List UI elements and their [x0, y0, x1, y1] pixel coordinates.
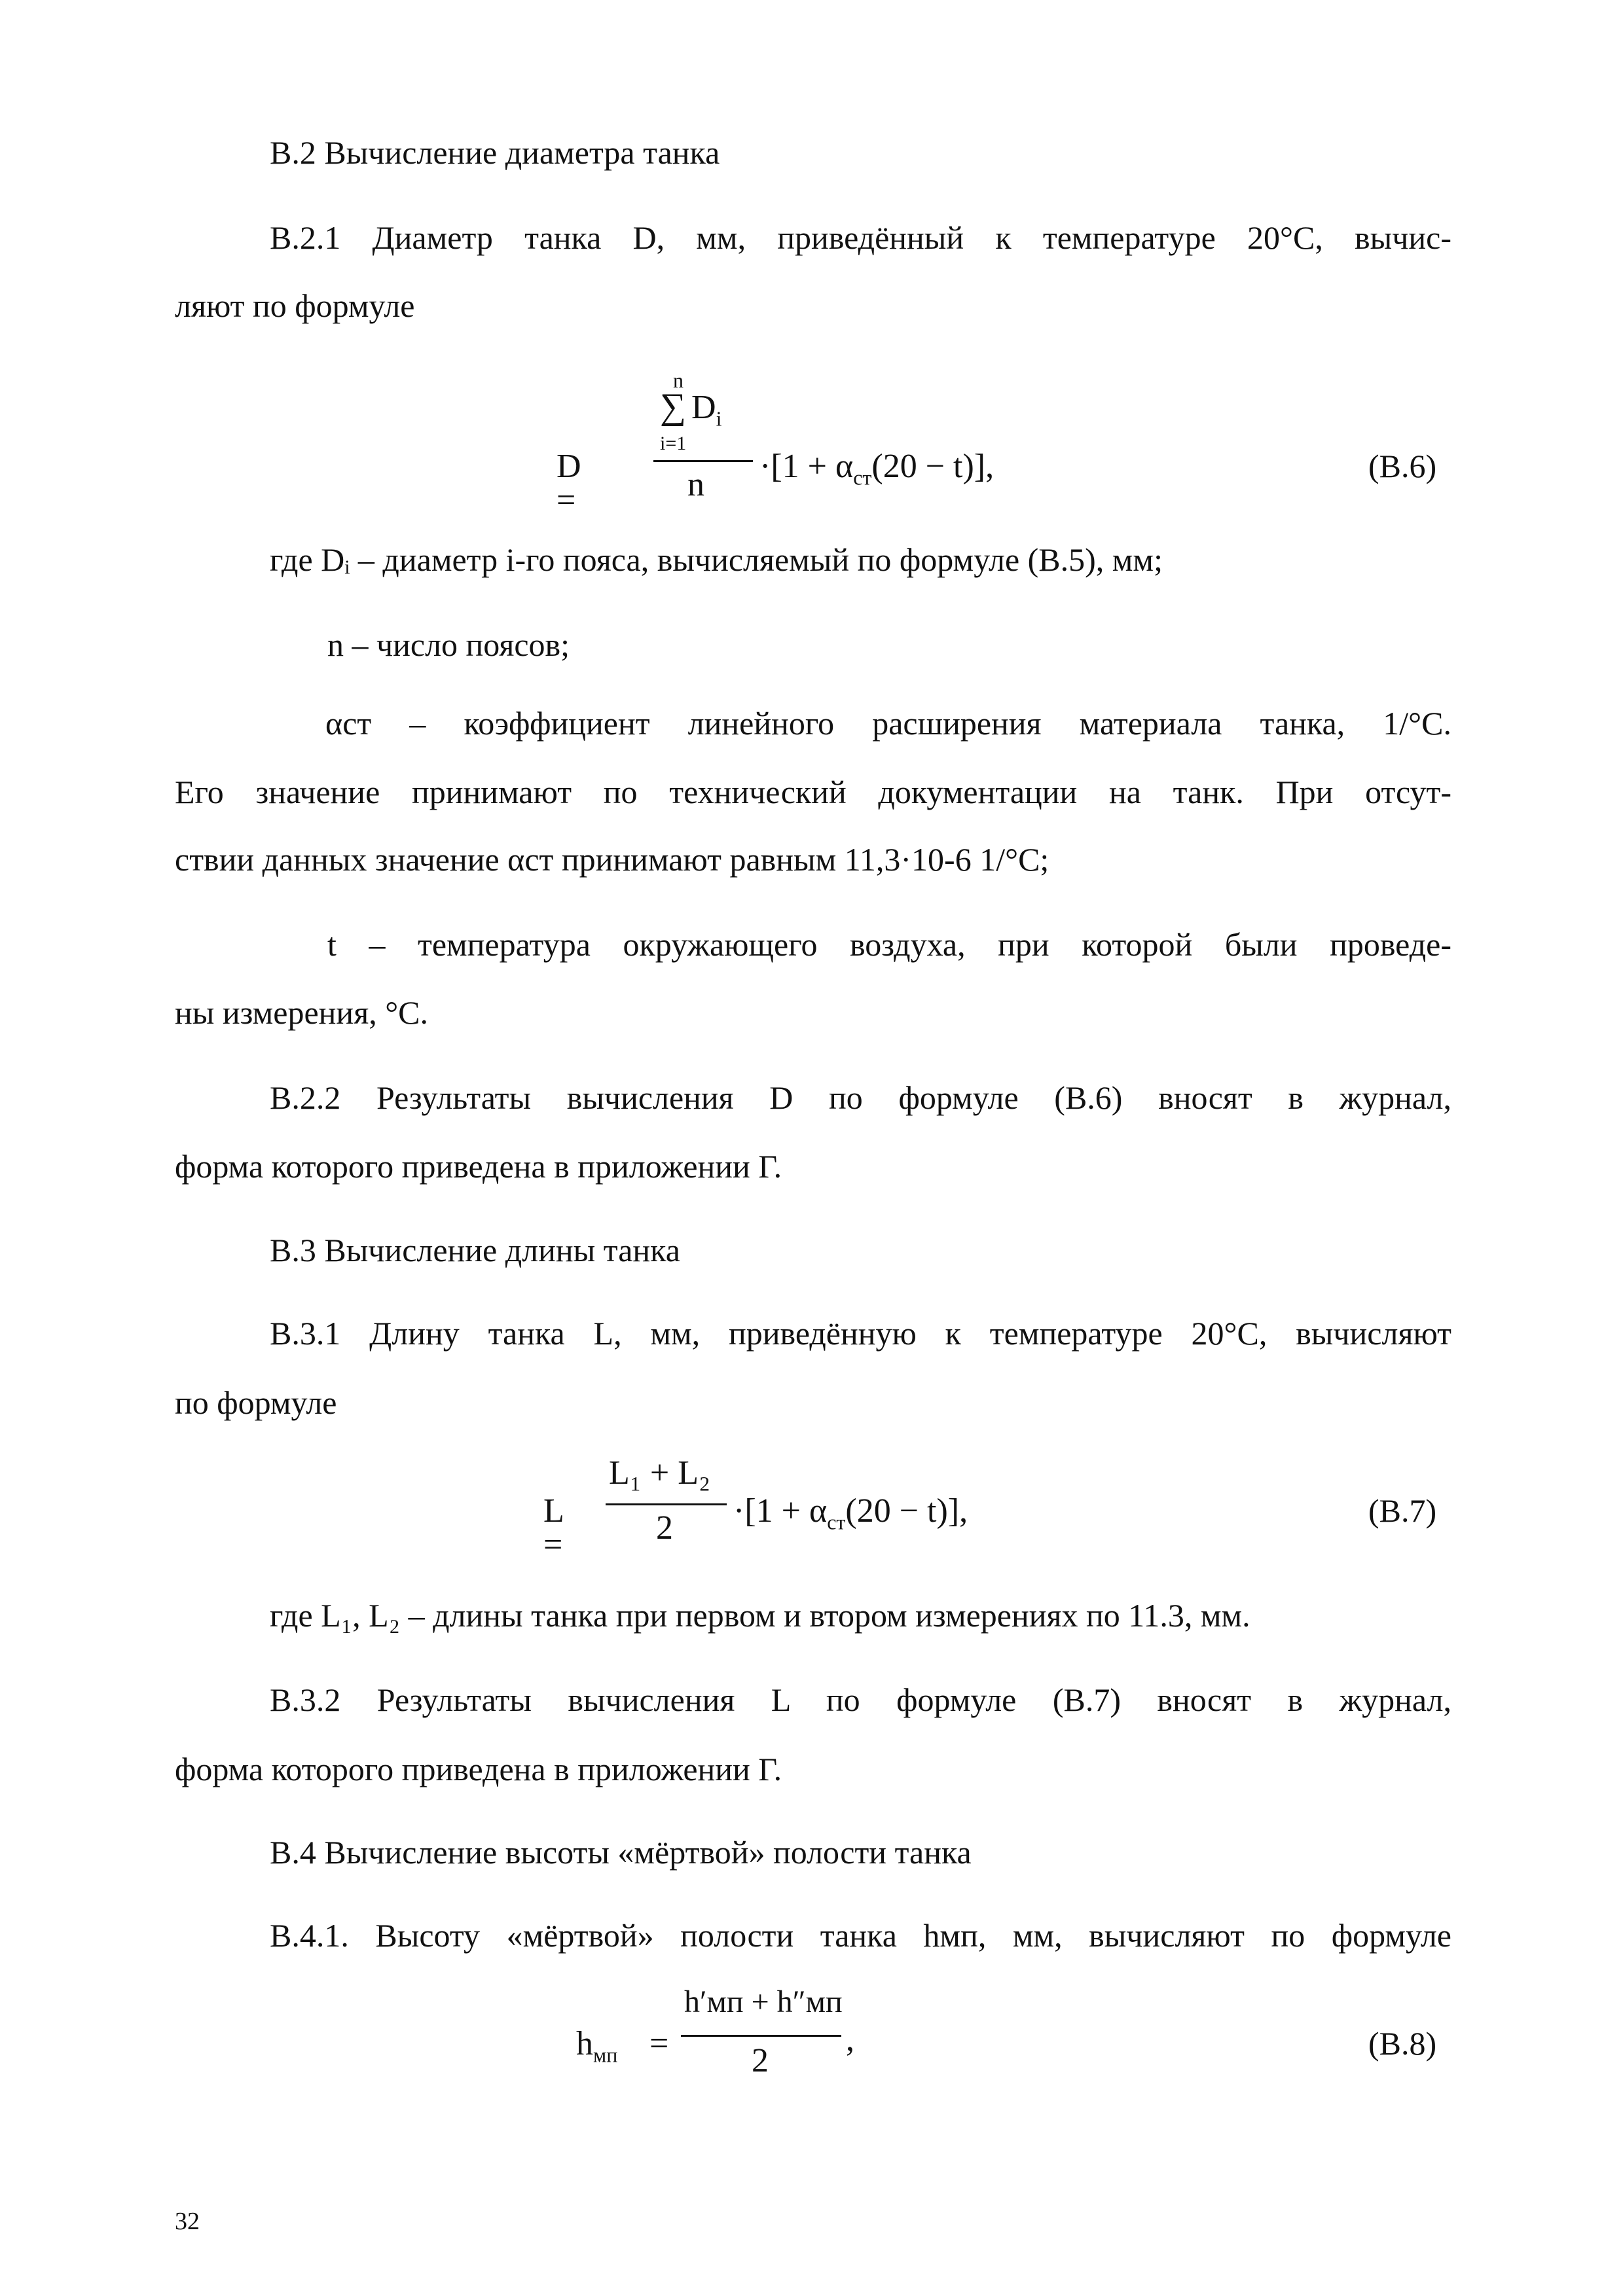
formula-b7-denominator: 2	[656, 1509, 673, 1547]
sum-lower-limit: i=1	[660, 433, 687, 454]
sum-upper-limit: n	[673, 368, 684, 392]
alpha-definition-line3: ствии данных значение αст принимают равным 11,3·10-6 1/°С;	[175, 841, 1049, 878]
fraction-bar	[653, 460, 753, 462]
equation-number-b8: (В.8)	[1368, 2025, 1437, 2062]
alpha-definition-line1: αст – коэффициент линейного расширения материала танка, 1/°С.	[325, 705, 1451, 742]
formula-b8-numerator: h′мп + h″мп	[684, 1984, 843, 2019]
paragraph-b32-line2: форма которого приведена в приложении Г.	[175, 1751, 782, 1787]
formula-b6-lhs: D =	[556, 448, 581, 519]
equation-number-b7: (В.7)	[1368, 1492, 1437, 1529]
where-di-line: где Dᵢ – диаметр i-го пояса, вычисляемый по формуле (В.5), мм;	[270, 541, 1163, 578]
t-definition-line2: ны измерения, °С.	[175, 994, 429, 1031]
formula-b8-equals: =	[649, 2025, 669, 2062]
paragraph-b41-line1: В.4.1. Высоту «мёртвой» полости танка hмп, мм, вычисляют по формуле	[270, 1917, 1451, 1954]
heading-b2: В.2 Вычисление диаметра танка	[270, 134, 720, 171]
n-definition: n – число поясов;	[327, 626, 570, 663]
paragraph-b31-line1: В.3.1 Длину танка L, мм, приведённую к температуре 20°С, вычисляют	[270, 1315, 1451, 1352]
formula-b7-factor: $\cdot[1 + \alpha_{ст}(20 - t)]$,	[733, 1492, 968, 1534]
paragraph-b21-line2: ляют по формуле	[175, 287, 415, 324]
paragraph-b32-line1: В.3.2 Результаты вычисления L по формуле (В.7) вносят в журнал,	[270, 1681, 1451, 1718]
page-number: 32	[175, 2208, 200, 2235]
equation-number-b6: (В.6)	[1368, 448, 1437, 484]
formula-b8-denominator: 2	[752, 2042, 769, 2079]
formula-b8-lhs: $h_{мп}$	[576, 2025, 618, 2067]
formula-b7-numerator: L₁ + L₂	[609, 1454, 711, 1492]
fraction-bar	[681, 2035, 841, 2037]
formula-b8-comma: ,	[846, 2021, 854, 2058]
heading-b4: В.4 Вычисление высоты «мёртвой» полости танка	[270, 1834, 972, 1871]
sum-term: $D_i$	[691, 389, 722, 431]
heading-b3: В.3 Вычисление длины танка	[270, 1232, 680, 1268]
where-l-line: где L₁, L₂ – длины танка при первом и втором измерениях по 11.3, мм.	[270, 1597, 1250, 1634]
fraction-denominator: n	[687, 466, 704, 503]
alpha-definition-line2: Его значение принимают по технический документации на танк. При отсут-	[175, 774, 1451, 810]
formula-b7-lhs: L =	[543, 1492, 563, 1564]
fraction-bar	[606, 1503, 727, 1505]
paragraph-b21-line1: В.2.1 Диаметр танка D, мм, приведённый к температуре 20°С, вычис-	[270, 219, 1451, 256]
sum-sign: ∑	[660, 386, 686, 427]
paragraph-b31-line2: по формуле	[175, 1384, 337, 1421]
formula-b6-factor: $\cdot[1 + \alpha_{ст}(20 - t)]$,	[759, 448, 994, 490]
paragraph-b22-line1: В.2.2 Результаты вычисления D по формуле (В.6) вносят в журнал,	[270, 1079, 1451, 1116]
paragraph-b22-line2: форма которого приведена в приложении Г.	[175, 1148, 782, 1185]
t-definition-line1: t – температура окружающего воздуха, при которой были проведе-	[327, 926, 1451, 963]
